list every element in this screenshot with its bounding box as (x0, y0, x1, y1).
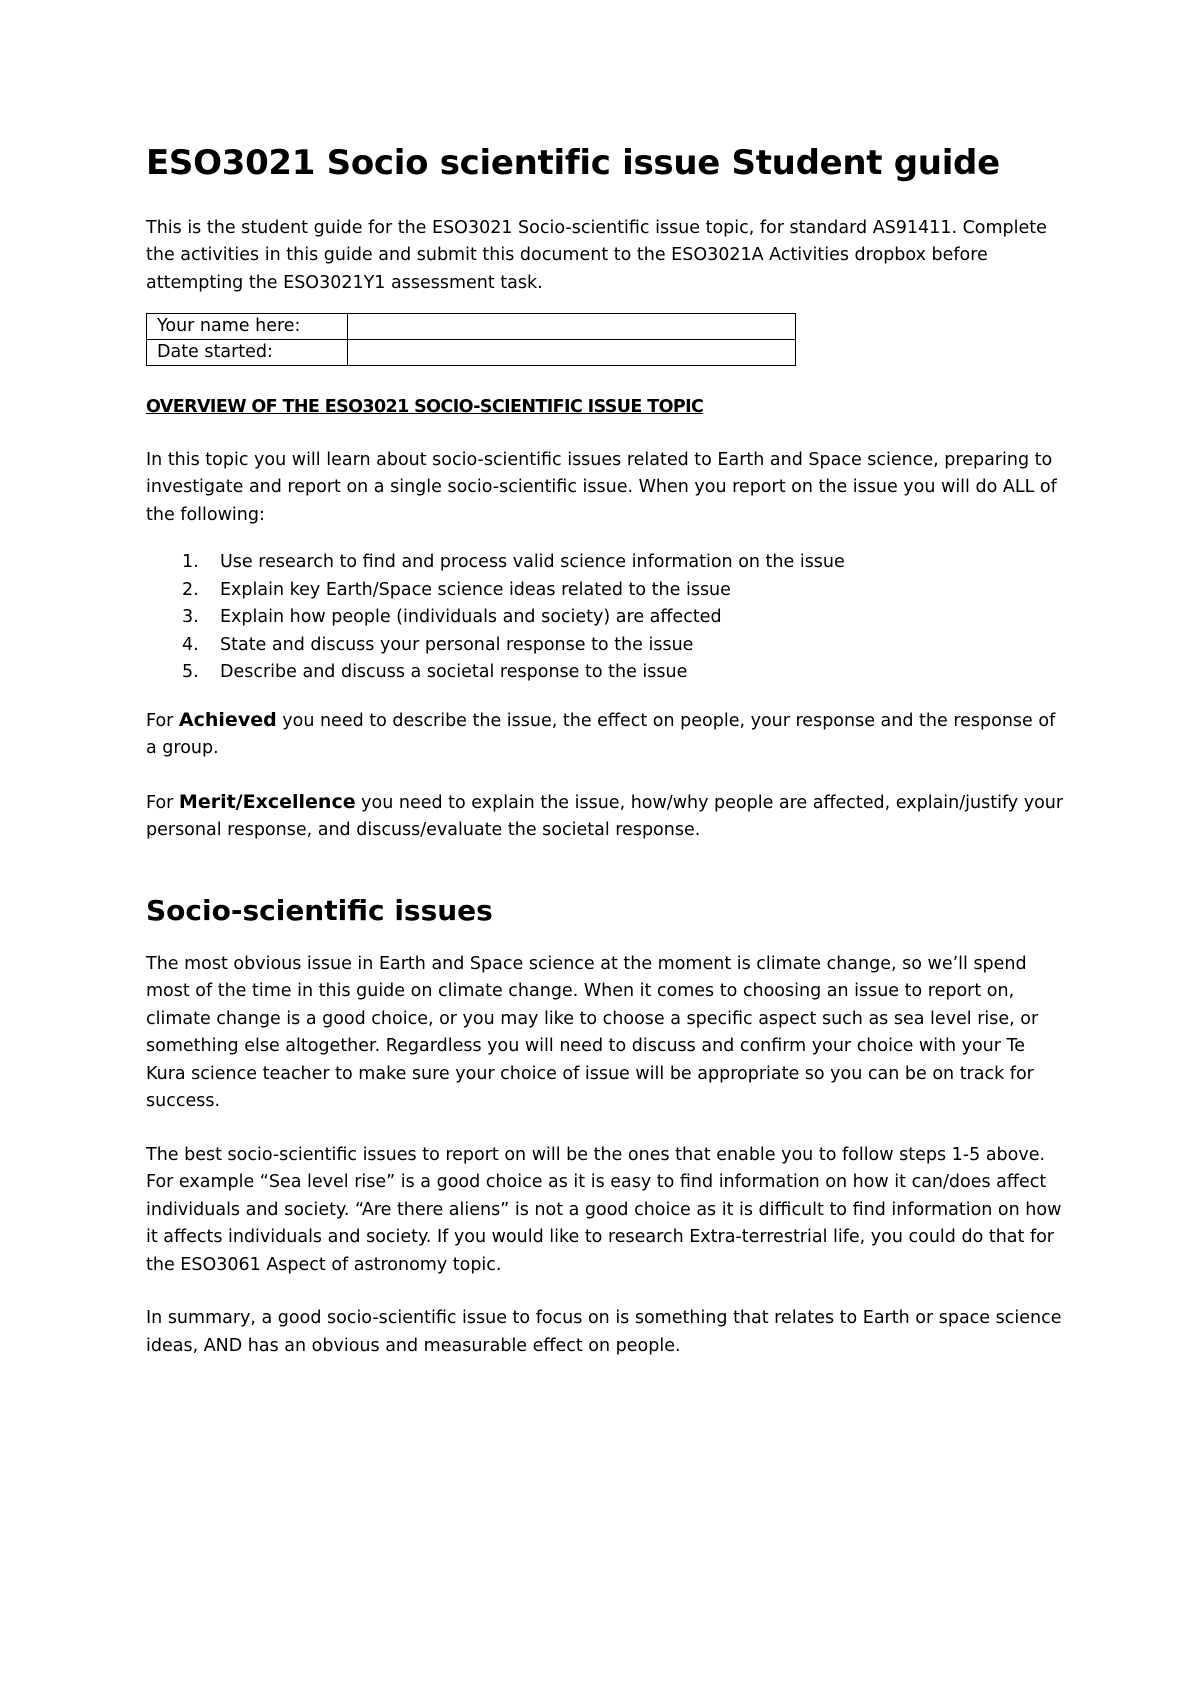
achieved-prefix: For (146, 710, 179, 731)
student-info-table (146, 313, 796, 366)
merit-prefix: For (146, 792, 179, 813)
date-row (147, 340, 796, 366)
step-number: 1. (182, 552, 199, 572)
intro-paragraph: This is the student guide for the ESO3021 Socio-scientific issue topic, for standard AS91411. Complete the activities in this guide and submit this document to the ESO3021A Activities dropbox before attempting the ESO3021Y1 assessment task. (146, 217, 1047, 293)
step-number: 3. (182, 607, 199, 627)
name-label: Your name here: (147, 314, 348, 340)
name-row (147, 314, 796, 340)
document-title: ESO3021 Socio scientific issue Student guide (146, 143, 1000, 183)
step-number: 2. (182, 579, 199, 600)
step-text: Explain key Earth/Space science ideas related to the issue (220, 579, 731, 600)
achieved-paragraph (146, 707, 1066, 763)
list-item (146, 632, 1066, 660)
step-number: 5. (182, 662, 199, 682)
section-paragraph: The most obvious issue in Earth and Space science at the moment is climate change, so we’ll spend most of the time in this guide on climate change. When it comes to choosing an issue to report on, climate change is a good choice, or you may like to choose a specific aspect such as sea level rise, or something else altogether. Regardless you will need to discuss and confirm your choice with your Te Kura science teacher to make sure your choice of issue will be appropriate so you can be on track for success. (146, 953, 1039, 1112)
date-field[interactable] (348, 340, 796, 366)
merit-paragraph (146, 789, 1066, 845)
list-item (146, 659, 1066, 687)
name-field[interactable] (348, 314, 796, 340)
achieved-grade: Achieved (178, 708, 277, 731)
steps-list (146, 549, 1066, 687)
achieved-text: you need to describe the issue, the effect on people, your response and the response of a group. (146, 710, 1056, 758)
merit-grade: Merit/Excellence (178, 790, 356, 813)
list-item (146, 549, 1066, 577)
step-text: Explain how people (individuals and society) are affected (220, 607, 722, 627)
date-label: Date started: (147, 340, 348, 366)
list-item (146, 604, 1066, 632)
step-text: State and discuss your personal response to the issue (220, 634, 694, 655)
section-paragraph: In summary, a good socio-scientific issue to focus on is something that relates to Earth or space science ideas, AND has an obvious and measurable effect on people. (146, 1308, 1062, 1356)
step-text: Describe and discuss a societal response to the issue (220, 662, 688, 682)
step-text: Use research to find and process valid science information on the issue (220, 552, 845, 572)
merit-text: you need to explain the issue, how/why people are affected, explain/justify your personal response, and discuss/evaluate the societal response. (146, 792, 1064, 840)
overview-paragraph: In this topic you will learn about socio-scientific issues related to Earth and Space science, preparing to investigate and report on a single socio-scientific issue. When you report on the issue you will do ALL of the following: (146, 449, 1057, 525)
section-paragraph: The best socio-scientific issues to report on will be the ones that enable you to follow steps 1-5 above. For example “Sea level rise” is a good choice as it is easy to find information on how it can/does affect individuals and society. “Are there aliens” is not a good choice as it is difficult to find information on how it affects individuals and society. If you would like to research Extra-terrestrial life, you could do that for the ESO3061 Aspect of astronomy topic. (146, 1144, 1062, 1275)
list-item (146, 577, 1066, 605)
document-content (146, 142, 1066, 1386)
step-number: 4. (182, 634, 199, 655)
overview-heading: OVERVIEW OF THE ESO3021 SOCIO-SCIENTIFIC ISSUE TOPIC (146, 397, 704, 417)
section-heading: Socio-scientific issues (146, 893, 493, 927)
